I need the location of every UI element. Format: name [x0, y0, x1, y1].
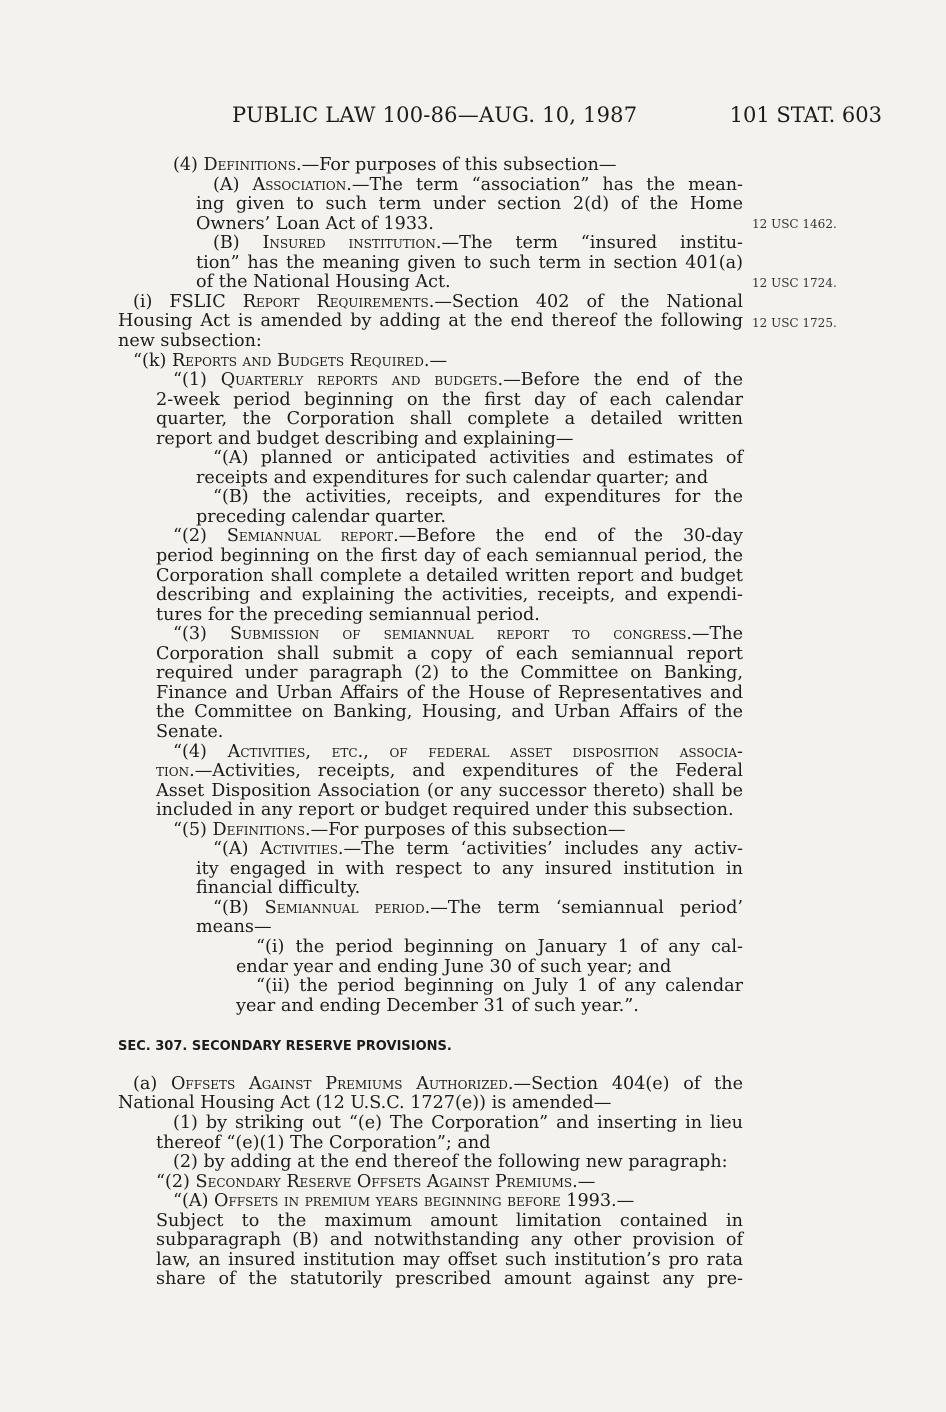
text-line: endar year and ending June 30 of such year; and	[236, 956, 672, 977]
text-line: report and budget describing and explaining—	[156, 428, 574, 449]
text-line: National Housing Act (12 U.S.C. 1727(e)) is amended—	[118, 1093, 612, 1114]
small-caps-heading: Definitions.	[212, 819, 311, 840]
text-line: new subsection:	[118, 330, 262, 351]
text-line: thereof “(e)(1) The Corporation”; and	[156, 1132, 491, 1153]
text-line: tion” has the meaning given to such term in section 401(a)	[196, 252, 743, 273]
small-caps-heading: Reports and Budgets Required.	[171, 350, 430, 371]
section-heading: SEC. 307. SECONDARY RESERVE PROVISIONS.	[118, 1038, 452, 1054]
text-line: ing given to such term under section 2(d) of the Home	[196, 194, 743, 215]
text-line: “(A) Activities.—The term ‘activities’ includes any activ-	[213, 839, 743, 860]
small-caps-heading: Offsets Against Premiums Authorized.	[171, 1073, 514, 1094]
small-caps-heading: Quarterly reports and budgets.	[220, 370, 504, 391]
small-caps-heading: Offsets in premium years beginning before 1993.	[214, 1191, 617, 1212]
text-line: (1) by striking out “(e) The Corporation” and inserting in lieu	[173, 1112, 743, 1133]
text-line: Subject to the maximum amount limitation contained in	[156, 1210, 743, 1231]
text-line: “(B) the activities, receipts, and expenditures for the	[213, 487, 743, 508]
text-line: Corporation shall submit a copy of each semiannual report	[156, 643, 743, 664]
text-line: required under paragraph (2) to the Committee on Banking,	[156, 663, 743, 684]
text-line: Finance and Urban Affairs of the House of Representatives and	[156, 682, 743, 703]
small-caps-heading: Activities, etc., of federal asset disposition associa-	[227, 741, 743, 762]
text-line: tion.—Activities, receipts, and expenditures of the Federal	[156, 761, 743, 782]
text-line: Asset Disposition Association (or any successor thereto) shall be	[156, 780, 743, 801]
small-caps-heading: Definitions.	[203, 155, 302, 175]
text-line: year and ending December 31 of such year.”.	[236, 995, 639, 1016]
text-line: “(5) Definitions.—For purposes of this subsection—	[173, 819, 626, 840]
small-caps-heading: Activities.	[260, 839, 344, 860]
small-caps-heading: Report Requirements.	[242, 291, 435, 312]
text-line: (B) Insured institution.—The term “insured institu-	[213, 233, 743, 254]
text-line: (a) Offsets Against Premiums Authorized.—Section 404(e) of the	[133, 1073, 743, 1094]
text-line: (A) Association.—The term “association” has the mean-	[213, 174, 743, 195]
text-line: “(3) Submission of semiannual report to congress.—The	[173, 624, 743, 645]
text-line: period beginning on the first day of each semiannual period, the	[156, 546, 743, 566]
text-line: Owners’ Loan Act of 1933.	[196, 213, 434, 234]
small-caps-heading: Secondary Reserve Offsets Against Premiums.	[195, 1171, 578, 1192]
small-caps-heading: Submission of semiannual report to congress.	[229, 624, 692, 645]
header-stat-citation: 101 STAT. 603	[729, 103, 882, 127]
small-caps-heading: Association.	[252, 174, 352, 195]
text-line: “(k) Reports and Budgets Required.—	[133, 350, 448, 371]
text-line: included in any report or budget required under this subsection.	[156, 800, 734, 821]
text-line: ity engaged in with respect to any insured institution in	[196, 858, 743, 879]
margin-note: 12 USC 1462.	[752, 217, 837, 231]
text-line: “(B) Semiannual period.—The term ‘semiannual period’	[213, 897, 744, 918]
text-line: tures for the preceding semiannual period.	[156, 604, 540, 625]
text-line: “(2) Secondary Reserve Offsets Against Premiums.—	[156, 1171, 596, 1192]
text-line: “(ii) the period beginning on July 1 of any calendar	[256, 976, 743, 997]
small-caps-heading: Insured institution.	[262, 233, 442, 254]
text-line: “(2) Semiannual report.—Before the end of the 30-day	[173, 526, 743, 547]
margin-note: 12 USC 1724.	[752, 276, 837, 290]
text-line: 2-week period beginning on the first day of each calendar	[156, 389, 743, 410]
text-line: receipts and expenditures for such calendar quarter; and	[196, 467, 709, 488]
small-caps-heading: Semiannual period.	[264, 897, 431, 918]
small-caps-heading: Semiannual report.	[226, 526, 399, 547]
text-line: preceding calendar quarter.	[196, 506, 446, 527]
text-line: Corporation shall complete a detailed written report and budget	[156, 565, 743, 586]
text-line: financial difficulty.	[196, 878, 361, 899]
small-caps-heading: tion.	[156, 761, 195, 782]
text-line: means—	[196, 917, 272, 938]
text-line: “(1) Quarterly reports and budgets.—Before the end of the	[173, 370, 743, 391]
text-line: Senate.	[156, 721, 224, 742]
text-line: describing and explaining the activities, receipts, and expendi-	[156, 585, 743, 606]
text-line: “(A) Offsets in premium years beginning before 1993.—	[173, 1191, 635, 1212]
text-line: “(i) the period beginning on January 1 of any cal-	[256, 937, 743, 957]
header-title: PUBLIC LAW 100-86—AUG. 10, 1987	[232, 103, 638, 127]
text-line: (2) by adding at the end thereof the following new paragraph:	[173, 1152, 728, 1173]
text-line: share of the statutorily prescribed amount against any pre-	[156, 1269, 743, 1290]
text-line: Housing Act is amended by adding at the end thereof the following	[118, 311, 743, 332]
text-line: “(A) planned or anticipated activities and estimates of	[213, 448, 743, 469]
text-line: “(4) Activities, etc., of federal asset disposition associa-	[173, 741, 743, 762]
text-line: quarter, the Corporation shall complete a detailed written	[156, 409, 743, 430]
page-header	[232, 103, 882, 133]
text-line: (i) FSLIC Report Requirements.—Section 402 of the National	[133, 291, 743, 312]
text-line: (4) Definitions.—For purposes of this subsection—	[173, 155, 617, 175]
text-line: subparagraph (B) and notwithstanding any other provision of	[156, 1230, 743, 1251]
text-line: the Committee on Banking, Housing, and Urban Affairs of the	[156, 702, 743, 723]
margin-note: 12 USC 1725.	[752, 316, 837, 330]
text-line: law, an insured institution may offset such institution’s pro rata	[156, 1249, 743, 1270]
text-line: of the National Housing Act.	[196, 272, 451, 293]
